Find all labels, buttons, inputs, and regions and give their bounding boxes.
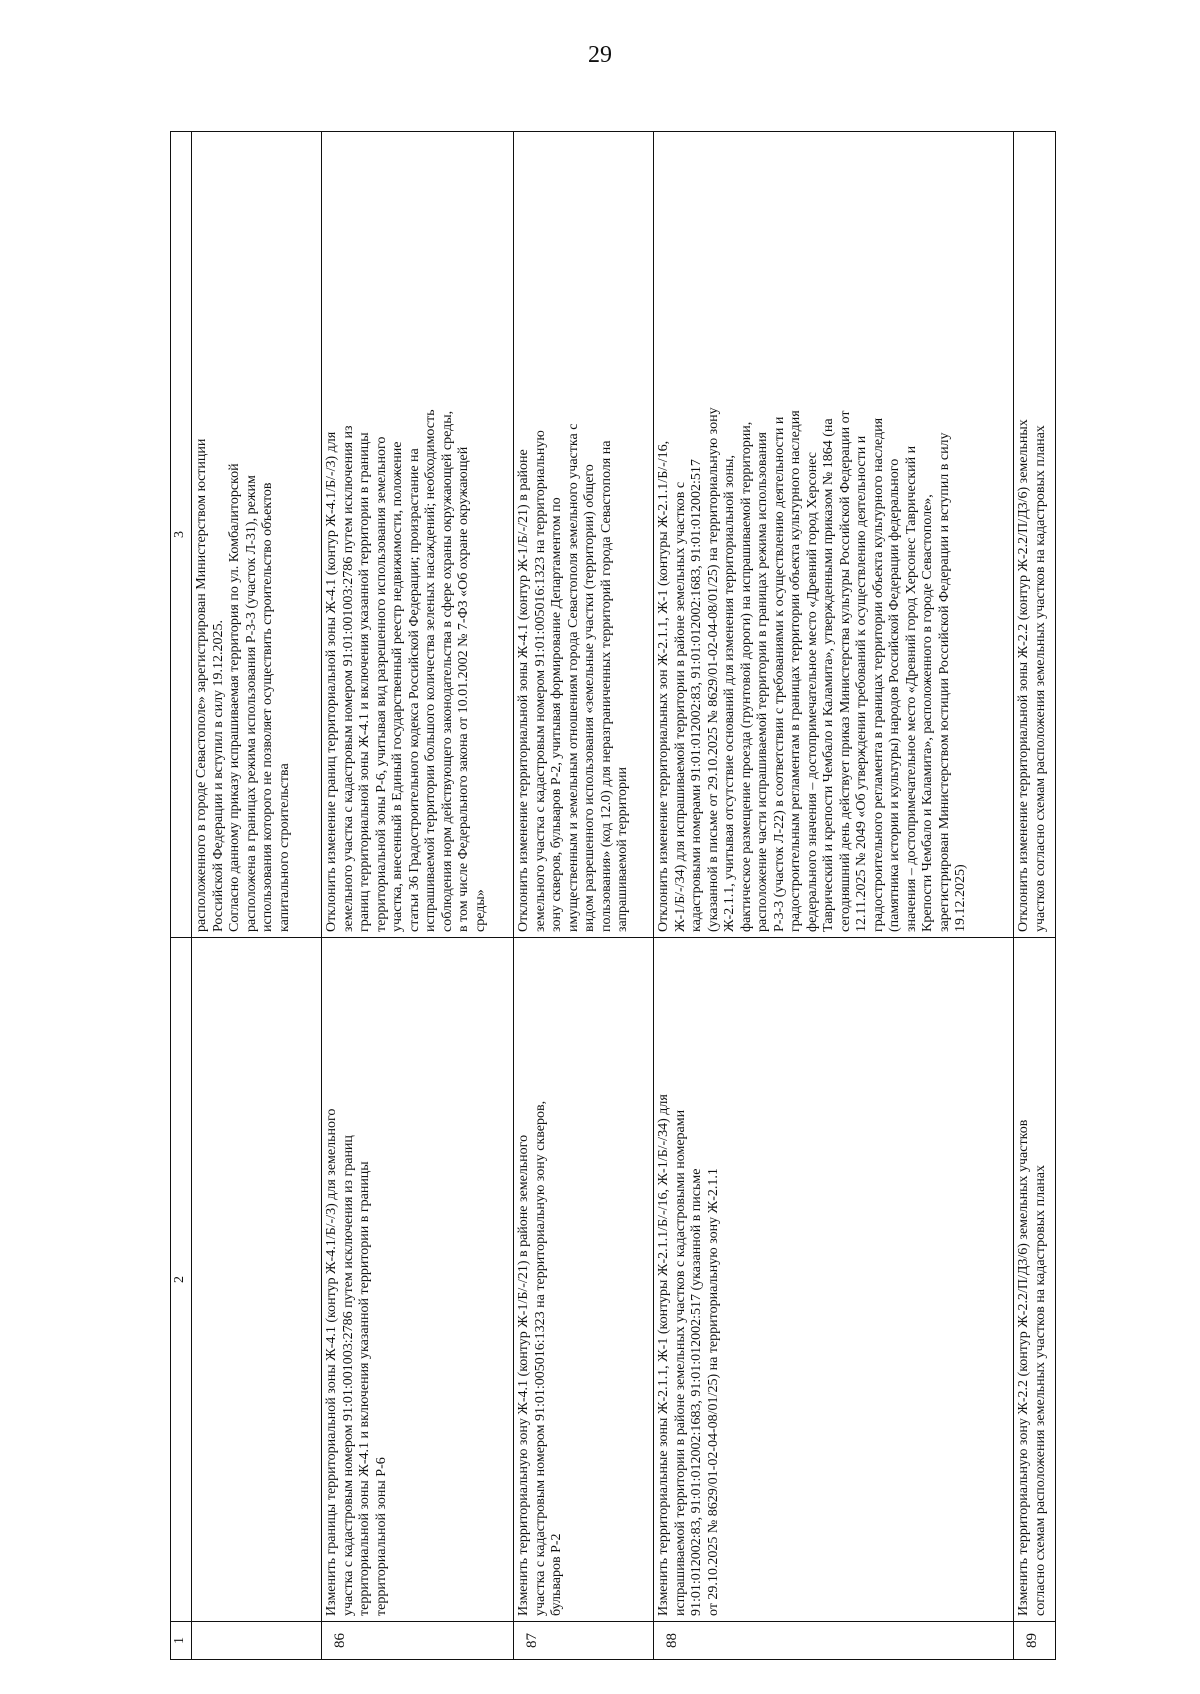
text-line: бульваров Р-2: [549, 1533, 564, 1616]
text-line: Таврический и крепости Чембало и Каламита», утвержденными приказом № 1864 (на: [821, 418, 836, 932]
text-line: кадастровыми номерами 91:01:012002:83, 91:01:012002:1683, 91:01:012002:517: [689, 459, 704, 932]
text-line: территориальной зоны Р-6, учитывая вид разрешенного использования земельного: [373, 436, 389, 932]
header-col-3: 3: [171, 132, 192, 938]
text-line: Согласно данному приказу испрашиваемая территория по ул. Комбалиторской: [227, 463, 242, 932]
cell-request: [322, 938, 514, 1622]
table-row: [514, 132, 654, 1660]
text-line: Изменить территориальную зону Ж-2.2 (контур Ж-2.2/П/Д3/6) земельных участков: [1016, 1119, 1031, 1616]
document-table-container: [170, 132, 1092, 1660]
text-line: в том числе Федерального закона от 10.01.2002 № 7-ФЗ «Об охране окружающей: [456, 446, 471, 932]
text-line: Изменить границы территориальной зоны Ж-4.1 (контур Ж-4.1/Б/-/3) для земельного: [324, 1108, 339, 1616]
text-line: расположенного в городе Севастополе» зарегистрирован Министерством юстиции: [194, 438, 209, 932]
text-line: расположение части испрашиваемой территории в границах режима использования: [755, 432, 770, 932]
text-line: градостроительным регламентам в границах территории объекта культурного наследия: [788, 410, 803, 932]
text-line: фактическое размещение проезда (грунтовой дороги) на испрашиваемой территории,: [738, 421, 754, 932]
cell-request: [192, 938, 322, 1622]
cell-decision: [654, 132, 1014, 938]
text-line: Российской Федерации и вступил в силу 19.12.2025.: [210, 619, 226, 932]
text-line: территориальной зоны Р-6: [373, 1457, 389, 1616]
text-line: от 29.10.2025 № 8629/01-02-04-08/01/25) на территориальную зону Ж-2.1.1: [705, 1168, 721, 1616]
table-row-continuation: [192, 132, 322, 1660]
row-number: 87: [514, 1622, 654, 1660]
text-line: Крепости Чембало и Каламита», расположенного в городе Севастополе»,: [920, 494, 935, 932]
text-line: Изменить территориальную зону Ж-4.1 (контур Ж-1/Б/-/21) в районе земельного: [516, 1134, 531, 1616]
table-row: [1014, 132, 1056, 1660]
text-line: использования которого не позволяет осуществить строительство объектов: [260, 482, 275, 932]
text-line: значения – достопримечательное место «Древний город Херсонес Таврический и: [903, 445, 919, 932]
text-line: Отклонить изменение территориальной зоны Ж-4.1 (контур Ж-1/Б/-/21) в районе: [516, 449, 531, 932]
row-number: 88: [654, 1622, 1014, 1660]
table-header-row: [171, 132, 192, 1660]
cell-request: [514, 938, 654, 1622]
text-line: участка, внесенный в Единый государственный реестр недвижимости, положение: [390, 441, 405, 932]
text-line: участка с кадастровым номером 91:01:005016:1323 на территориальную зону скверов,: [532, 1100, 548, 1616]
text-line: сегодняшний день действует приказ Министерства культуры Российской Федерации от: [837, 410, 853, 932]
text-line: Ж-2.1.1, учитывая отсутствие оснований для изменения территориальной зоны,: [722, 455, 737, 932]
text-line: Р-3-3 (участок Л-22) в соответствии с требованиями к осуществлению деятельности и: [771, 416, 787, 932]
cell-decision: [514, 132, 654, 938]
header-col-1: 1: [171, 1622, 192, 1660]
text-line: среды»: [472, 889, 488, 932]
page-number: 29: [588, 42, 612, 68]
text-line: участка с кадастровым номером 91:01:001003:2786 путем исключения из границ: [340, 1135, 356, 1616]
text-line: запрашиваемой территории: [615, 767, 630, 932]
cell-decision: [1014, 132, 1056, 938]
text-line: 91:01:012002:83, 91:01:012002:1683, 91:01:012002:517 (указанной в письме: [689, 1168, 704, 1616]
text-line: (памятника истории и культуры) народов Российской Федерации федерального: [887, 458, 902, 932]
text-line: согласно схемам расположения земельных участков на кадастровых планах: [1032, 1164, 1048, 1616]
table-row: [322, 132, 514, 1660]
text-line: Отклонить изменение территориальной зоны Ж-2.2 (контур Ж-2.2/П/Д3/6) земельных: [1016, 419, 1031, 932]
text-line: испрашиваемой территории большого количества зеленых насаждений; необходимость: [423, 409, 438, 932]
row-number: 89: [1014, 1622, 1056, 1660]
text-line: границ территориальной зоны Ж-4.1 и включения указанной территории в границы: [357, 432, 372, 932]
cell-num: [192, 1622, 322, 1660]
text-line: расположена в границах режима использования Р-3-3 (участок Л-31), режим: [243, 475, 259, 932]
text-line: видом разрешенного использования «земельные участки (территории) общего: [582, 464, 597, 932]
table-row: [654, 132, 1014, 1660]
text-line: 19.12.2025): [953, 864, 968, 932]
text-line: (указанной в письме от 29.10.2025 № 8629/01-02-04-08/01/25) на территориальную зону: [705, 407, 721, 932]
text-line: Отклонить изменение границ территориальной зоны Ж-4.1 (контур Ж-4.1/Б/-/3) для: [324, 431, 339, 932]
text-line: земельного участка с кадастровым номером 91:01:001003:2786 путем исключения из: [340, 425, 356, 932]
text-line: 12.11.2025 № 2049 «Об утверждении требований к осуществлению деятельности и: [854, 435, 869, 932]
text-line: Отклонить изменение территориальных зон Ж-2.1.1, Ж-1 (контуры Ж-2.1.1/Б/-/16,: [656, 440, 671, 932]
text-line: испрашиваемой территории в районе земельных участков с кадастровыми номерами: [672, 1109, 688, 1616]
text-line: градостроительного регламента в границах территории объекта культурного наследия: [870, 417, 886, 932]
decisions-table: [170, 131, 1056, 1660]
text-line: зарегистрирован Министерством юстиции Российской Федерации и вступил в силу: [936, 432, 952, 932]
text-line: территориальной зоны Ж-4.1 и включения указанной территории в границы: [357, 1161, 372, 1616]
text-line: пользования» (код 12.0) для неразграниченных территорий города Севастополя на: [598, 440, 614, 932]
cell-decision: [192, 132, 322, 938]
cell-request: [654, 938, 1014, 1622]
text-line: Изменить территориальные зоны Ж-2.1.1, Ж-1 (контуры Ж-2.1.1/Б/-/16, Ж-1/Б/-/34) для: [656, 1094, 671, 1616]
text-line: имущественным и земельным отношениям города Севастополя земельного участка с: [565, 423, 581, 932]
cell-request: [1014, 938, 1056, 1622]
text-line: капитального строительства: [276, 763, 292, 932]
text-line: Ж-1/Б/-/34) для испрашиваемой территории в районе земельных участков с: [672, 481, 688, 932]
text-line: соблюдения норм действующего законодательства в сфере охраны окружающей среды,: [439, 410, 455, 932]
row-number: 86: [322, 1622, 514, 1660]
header-col-2: 2: [171, 938, 192, 1622]
cell-decision: [322, 132, 514, 938]
text-line: земельного участка с кадастровым номером 91:01:005016:1323 на территориальную: [532, 430, 548, 932]
text-line: участков согласно схемам расположения земельных участков на кадастровых планах: [1032, 425, 1048, 932]
table-landscape-frame: [170, 132, 1092, 1660]
text-line: статьи 36 Градостроительного кодекса Российской Федерации; произрастание на: [406, 448, 422, 932]
text-line: федерального значения – достопримечательное место «Древний город Херсонес: [804, 451, 820, 932]
text-line: зону скверов, бульваров Р-2, учитывая формирование Департаментом по: [549, 497, 564, 932]
